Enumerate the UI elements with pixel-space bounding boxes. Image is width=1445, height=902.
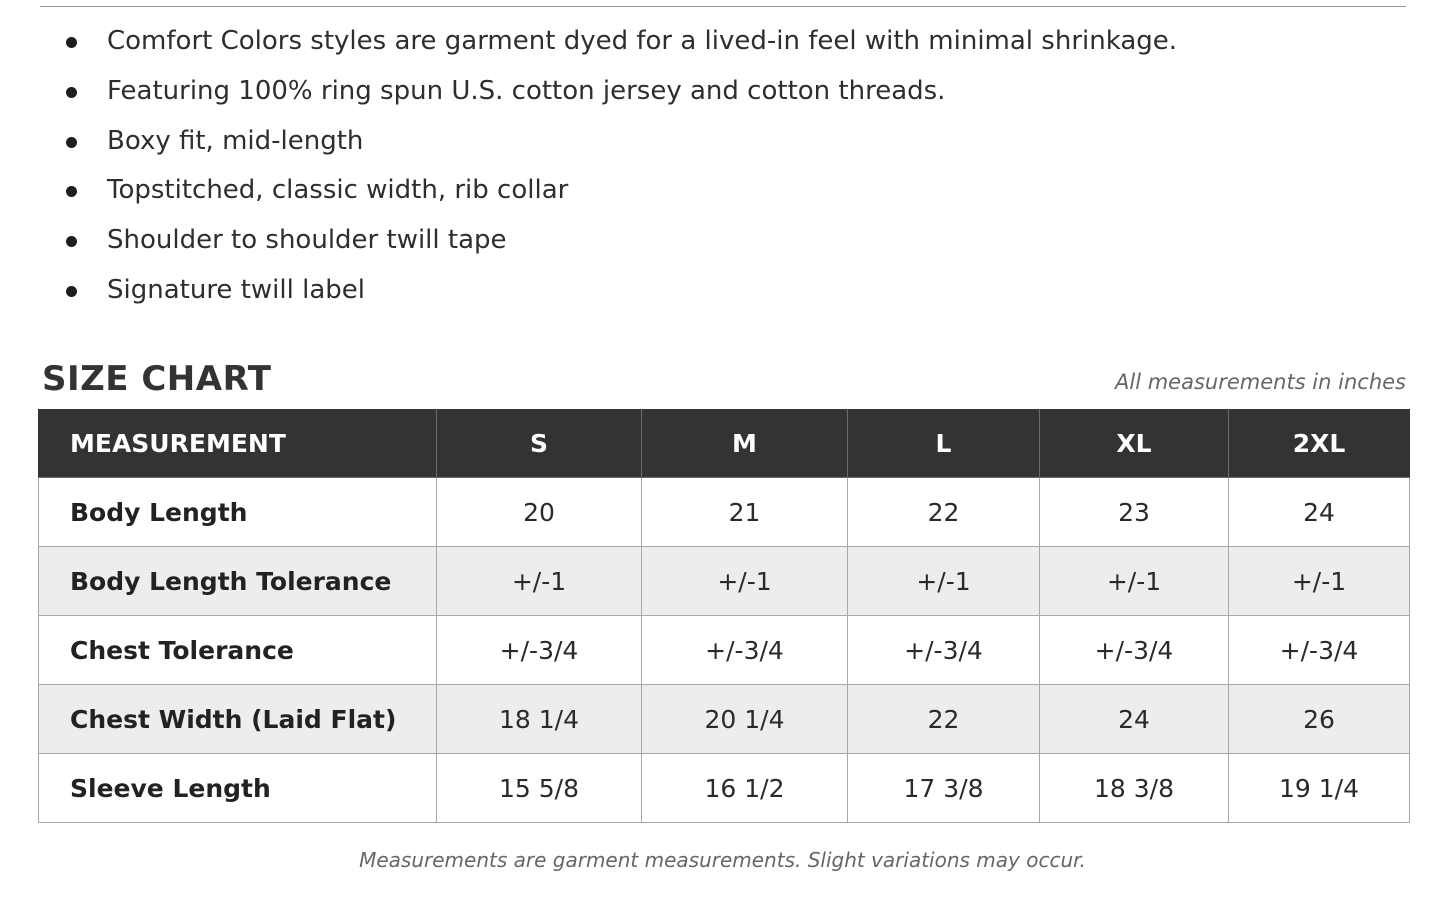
- column-header-s: S: [437, 410, 642, 478]
- feature-text: Topstitched, classic width, rib collar: [107, 175, 569, 206]
- row-label: Body Length: [39, 478, 437, 547]
- feature-text: Shoulder to shoulder twill tape: [107, 225, 507, 256]
- table-cell: 24: [1040, 685, 1229, 754]
- column-header-xl: XL: [1040, 410, 1229, 478]
- table-cell: +/-1: [848, 547, 1040, 616]
- table-cell: 17 3/8: [848, 754, 1040, 823]
- table-cell: 21: [642, 478, 848, 547]
- table-cell: 16 1/2: [642, 754, 848, 823]
- table-cell: +/-1: [642, 547, 848, 616]
- table-header-row: [39, 410, 1410, 478]
- bullet-icon: [66, 186, 77, 197]
- table-cell: +/-1: [1229, 547, 1410, 616]
- table-cell: 23: [1040, 478, 1229, 547]
- column-header-m: M: [642, 410, 848, 478]
- table-cell: 22: [848, 685, 1040, 754]
- column-header-2xl: 2XL: [1229, 410, 1410, 478]
- table-cell: +/-3/4: [848, 616, 1040, 685]
- units-note: All measurements in inches: [1115, 370, 1406, 394]
- table-cell: 18 1/4: [437, 685, 642, 754]
- bullet-icon: [66, 137, 77, 148]
- table-row: [39, 547, 1410, 616]
- table-row: [39, 685, 1410, 754]
- bullet-icon: [66, 37, 77, 48]
- size-chart-title: SIZE CHART: [42, 359, 272, 399]
- row-label: Chest Tolerance: [39, 616, 437, 685]
- table-cell: 22: [848, 478, 1040, 547]
- bullet-icon: [66, 236, 77, 247]
- column-header-measurement: MEASUREMENT: [39, 410, 437, 478]
- table-cell: +/-3/4: [437, 616, 642, 685]
- feature-text: Featuring 100% ring spun U.S. cotton jersey and cotton threads.: [107, 75, 946, 106]
- feature-text: Signature twill label: [107, 274, 365, 305]
- row-label: Sleeve Length: [39, 754, 437, 823]
- table-cell: 20: [437, 478, 642, 547]
- bullet-icon: [66, 87, 77, 98]
- table-cell: 20 1/4: [642, 685, 848, 754]
- row-label: Body Length Tolerance: [39, 547, 437, 616]
- feature-text: Boxy fit, mid-length: [107, 125, 364, 156]
- row-label: Chest Width (Laid Flat): [39, 685, 437, 754]
- top-divider: [40, 6, 1406, 7]
- table-cell: +/-3/4: [1040, 616, 1229, 685]
- column-header-l: L: [848, 410, 1040, 478]
- size-chart-table: [38, 409, 1410, 823]
- table-cell: +/-1: [1040, 547, 1229, 616]
- table-cell: +/-3/4: [1229, 616, 1410, 685]
- table-row: [39, 478, 1410, 547]
- bullet-icon: [66, 286, 77, 297]
- table-cell: 26: [1229, 685, 1410, 754]
- table-cell: 24: [1229, 478, 1410, 547]
- table-cell: +/-3/4: [642, 616, 848, 685]
- table-cell: 18 3/8: [1040, 754, 1229, 823]
- table-cell: 15 5/8: [437, 754, 642, 823]
- feature-text: Comfort Colors styles are garment dyed for a lived-in feel with minimal shrinkage.: [107, 26, 1178, 56]
- table-row: [39, 616, 1410, 685]
- footnote: Measurements are garment measurements. Slight variations may occur.: [359, 848, 1086, 872]
- table-row: [39, 754, 1410, 823]
- table-cell: 19 1/4: [1229, 754, 1410, 823]
- table-cell: +/-1: [437, 547, 642, 616]
